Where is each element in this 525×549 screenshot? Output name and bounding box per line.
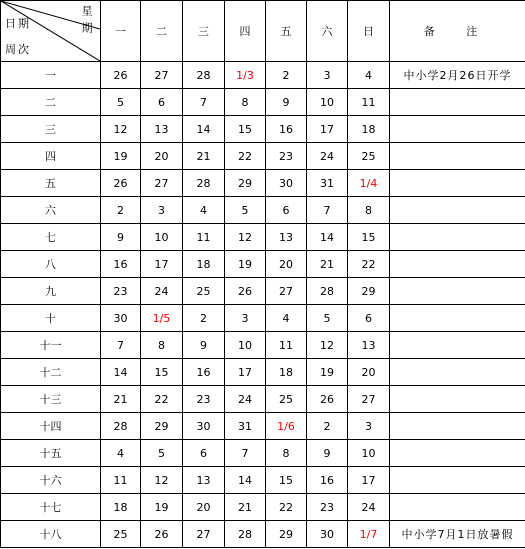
week-number-cell: 六 [1, 197, 101, 224]
date-cell: 16 [266, 116, 307, 143]
date-cell: 19 [307, 359, 348, 386]
note-cell [390, 197, 525, 224]
date-cell: 26 [307, 386, 348, 413]
date-cell: 10 [225, 332, 266, 359]
day-header-sat: 六 [307, 1, 348, 62]
day-header-tue: 二 [141, 1, 183, 62]
table-row [1, 305, 525, 332]
date-cell: 9 [307, 440, 348, 467]
date-cell: 23 [183, 386, 225, 413]
date-cell: 17 [225, 359, 266, 386]
date-cell: 13 [348, 332, 390, 359]
date-cell: 28 [183, 62, 225, 89]
note-header: 备 注 [390, 1, 525, 62]
table-row [1, 116, 525, 143]
date-cell: 27 [141, 170, 183, 197]
date-cell: 11 [266, 332, 307, 359]
date-cell: 7 [307, 197, 348, 224]
date-cell: 11 [183, 224, 225, 251]
date-cell: 29 [225, 170, 266, 197]
date-cell: 8 [348, 197, 390, 224]
date-cell: 10 [307, 89, 348, 116]
date-cell: 9 [266, 89, 307, 116]
table-row [1, 143, 525, 170]
month-start-date-cell: 1/4 [348, 170, 390, 197]
weekday-axis-label: 星期 [80, 5, 93, 39]
date-cell: 23 [266, 143, 307, 170]
date-cell: 6 [348, 305, 390, 332]
date-cell: 17 [141, 251, 183, 278]
date-cell: 14 [183, 116, 225, 143]
date-cell: 27 [141, 62, 183, 89]
date-cell: 26 [101, 170, 141, 197]
note-cell: 中小学7月1日放暑假 [390, 521, 525, 548]
date-cell: 19 [225, 251, 266, 278]
date-cell: 18 [348, 116, 390, 143]
date-cell: 24 [225, 386, 266, 413]
date-cell: 24 [307, 143, 348, 170]
date-cell: 30 [307, 521, 348, 548]
date-cell: 6 [183, 440, 225, 467]
date-cell: 10 [141, 224, 183, 251]
date-cell: 5 [307, 305, 348, 332]
week-number-cell: 十七 [1, 494, 101, 521]
date-cell: 15 [225, 116, 266, 143]
date-cell: 28 [183, 170, 225, 197]
note-cell [390, 386, 525, 413]
date-cell: 3 [141, 197, 183, 224]
date-cell: 19 [101, 143, 141, 170]
week-number-cell: 三 [1, 116, 101, 143]
date-cell: 28 [101, 413, 141, 440]
date-cell: 17 [348, 467, 390, 494]
date-cell: 10 [348, 440, 390, 467]
date-cell: 25 [183, 278, 225, 305]
date-cell: 21 [307, 251, 348, 278]
date-cell: 29 [348, 278, 390, 305]
date-cell: 11 [101, 467, 141, 494]
date-cell: 27 [183, 521, 225, 548]
date-cell: 12 [101, 116, 141, 143]
date-cell: 7 [225, 440, 266, 467]
note-cell [390, 467, 525, 494]
date-cell: 29 [141, 413, 183, 440]
date-cell: 23 [101, 278, 141, 305]
date-cell: 26 [225, 278, 266, 305]
table-row [1, 413, 525, 440]
date-cell: 20 [183, 494, 225, 521]
note-cell [390, 89, 525, 116]
date-cell: 24 [141, 278, 183, 305]
note-cell [390, 224, 525, 251]
date-cell: 29 [266, 521, 307, 548]
date-cell: 25 [266, 386, 307, 413]
note-cell [390, 413, 525, 440]
month-start-date-cell: 1/6 [266, 413, 307, 440]
week-number-cell: 十二 [1, 359, 101, 386]
week-number-cell: 十五 [1, 440, 101, 467]
table-row [1, 467, 525, 494]
date-cell: 16 [183, 359, 225, 386]
date-cell: 2 [101, 197, 141, 224]
date-cell: 21 [225, 494, 266, 521]
date-cell: 18 [183, 251, 225, 278]
date-cell: 2 [307, 413, 348, 440]
date-cell: 22 [225, 143, 266, 170]
table-row [1, 278, 525, 305]
table-row [1, 251, 525, 278]
date-cell: 3 [348, 413, 390, 440]
date-cell: 21 [101, 386, 141, 413]
note-cell [390, 359, 525, 386]
date-cell: 18 [266, 359, 307, 386]
date-cell: 4 [101, 440, 141, 467]
table-row [1, 89, 525, 116]
date-cell: 13 [183, 467, 225, 494]
date-cell: 3 [225, 305, 266, 332]
note-cell [390, 170, 525, 197]
date-cell: 18 [101, 494, 141, 521]
week-number-cell: 十六 [1, 467, 101, 494]
note-cell: 中小学2月26日开学 [390, 62, 525, 89]
week-number-cell: 五 [1, 170, 101, 197]
date-cell: 9 [183, 332, 225, 359]
date-cell: 17 [307, 116, 348, 143]
date-cell: 22 [348, 251, 390, 278]
date-cell: 15 [266, 467, 307, 494]
date-cell: 16 [307, 467, 348, 494]
table-row [1, 224, 525, 251]
date-cell: 26 [141, 521, 183, 548]
date-cell: 8 [141, 332, 183, 359]
week-number-cell: 十三 [1, 386, 101, 413]
date-cell: 7 [101, 332, 141, 359]
table-row [1, 440, 525, 467]
month-start-date-cell: 1/7 [348, 521, 390, 548]
date-cell: 22 [266, 494, 307, 521]
date-cell: 19 [141, 494, 183, 521]
date-cell: 14 [307, 224, 348, 251]
date-cell: 16 [101, 251, 141, 278]
date-cell: 13 [141, 116, 183, 143]
table-row [1, 170, 525, 197]
table-row [1, 494, 525, 521]
date-cell: 21 [183, 143, 225, 170]
week-number-cell: 八 [1, 251, 101, 278]
date-cell: 27 [266, 278, 307, 305]
table-row [1, 521, 525, 548]
date-cell: 11 [348, 89, 390, 116]
date-cell: 24 [348, 494, 390, 521]
day-header-mon: 一 [101, 1, 141, 62]
day-header-thu: 四 [225, 1, 266, 62]
date-cell: 12 [141, 467, 183, 494]
note-cell [390, 305, 525, 332]
date-cell: 20 [348, 359, 390, 386]
day-header-wed: 三 [183, 1, 225, 62]
date-cell: 13 [266, 224, 307, 251]
date-cell: 22 [141, 386, 183, 413]
date-cell: 28 [225, 521, 266, 548]
month-start-date-cell: 1/3 [225, 62, 266, 89]
date-cell: 25 [348, 143, 390, 170]
week-number-cell: 十八 [1, 521, 101, 548]
date-cell: 12 [307, 332, 348, 359]
date-cell: 4 [348, 62, 390, 89]
day-header-fri: 五 [266, 1, 307, 62]
week-number-cell: 四 [1, 143, 101, 170]
date-cell: 8 [225, 89, 266, 116]
date-cell: 3 [307, 62, 348, 89]
date-cell: 23 [307, 494, 348, 521]
week-number-cell: 七 [1, 224, 101, 251]
note-cell [390, 143, 525, 170]
date-cell: 5 [141, 440, 183, 467]
date-cell: 25 [101, 521, 141, 548]
date-cell: 2 [266, 62, 307, 89]
date-cell: 14 [225, 467, 266, 494]
diagonal-header-cell [1, 1, 101, 62]
date-cell: 5 [225, 197, 266, 224]
week-number-cell: 一 [1, 62, 101, 89]
note-cell [390, 332, 525, 359]
week-number-cell: 九 [1, 278, 101, 305]
date-cell: 30 [101, 305, 141, 332]
date-cell: 6 [266, 197, 307, 224]
date-cell: 7 [183, 89, 225, 116]
date-cell: 31 [307, 170, 348, 197]
date-cell: 15 [141, 359, 183, 386]
table-row [1, 359, 525, 386]
date-cell: 27 [348, 386, 390, 413]
date-cell: 6 [141, 89, 183, 116]
note-cell [390, 440, 525, 467]
note-cell [390, 116, 525, 143]
week-axis-label: 周次 [5, 43, 31, 56]
table-row [1, 386, 525, 413]
note-cell [390, 494, 525, 521]
date-cell: 28 [307, 278, 348, 305]
note-cell [390, 251, 525, 278]
date-cell: 4 [183, 197, 225, 224]
week-number-cell: 十四 [1, 413, 101, 440]
date-cell: 31 [225, 413, 266, 440]
date-cell: 15 [348, 224, 390, 251]
date-cell: 8 [266, 440, 307, 467]
date-cell: 26 [101, 62, 141, 89]
date-cell: 20 [141, 143, 183, 170]
note-cell [390, 278, 525, 305]
date-cell: 14 [101, 359, 141, 386]
table-row [1, 197, 525, 224]
table-row [1, 332, 525, 359]
date-axis-label: 日期 [5, 17, 31, 30]
day-header-sun: 日 [348, 1, 390, 62]
date-cell: 30 [183, 413, 225, 440]
table-row [1, 62, 525, 89]
month-start-date-cell: 1/5 [141, 305, 183, 332]
date-cell: 5 [101, 89, 141, 116]
date-cell: 2 [183, 305, 225, 332]
date-cell: 30 [266, 170, 307, 197]
week-number-cell: 二 [1, 89, 101, 116]
date-cell: 20 [266, 251, 307, 278]
date-cell: 4 [266, 305, 307, 332]
date-cell: 9 [101, 224, 141, 251]
week-number-cell: 十一 [1, 332, 101, 359]
date-cell: 12 [225, 224, 266, 251]
week-number-cell: 十 [1, 305, 101, 332]
header-row [1, 1, 525, 62]
